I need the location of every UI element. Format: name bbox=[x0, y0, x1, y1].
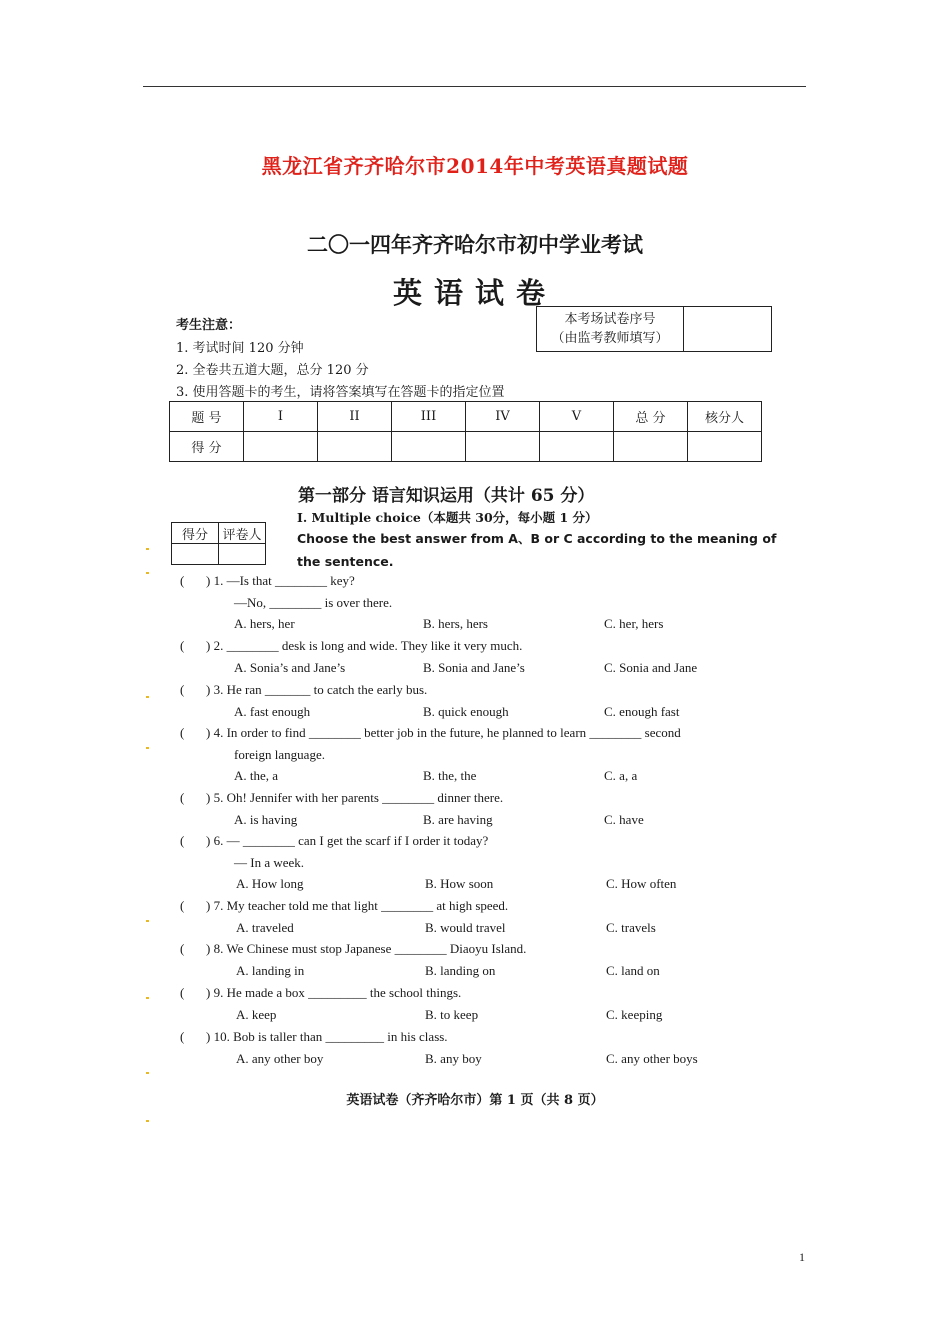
option-b: B. hers, hers bbox=[423, 616, 488, 631]
score-table-header: III bbox=[392, 402, 466, 432]
score-cell bbox=[688, 432, 762, 462]
score-cell bbox=[466, 432, 540, 462]
grader-score-label: 得分 bbox=[172, 523, 219, 544]
notice-item: 1. 考试时间 120 分钟 bbox=[176, 341, 304, 356]
option-c: C. a, a bbox=[604, 768, 638, 783]
question-stem: ) 6. — ________ can I get the scarf if I order it today? bbox=[206, 833, 489, 848]
grader-name-label: 评卷人 bbox=[219, 523, 266, 544]
page-number: 1 bbox=[799, 1250, 805, 1264]
score-cell bbox=[392, 432, 466, 462]
paper-title: 英语试卷 bbox=[392, 276, 557, 310]
question-stem: ) 4. In order to find ________ better job in the future, he planned to learn ________ second bbox=[206, 725, 681, 740]
option-c: C. have bbox=[604, 811, 644, 827]
option-a: A. fast enough bbox=[234, 703, 311, 719]
option-a: A. landing in bbox=[236, 962, 305, 978]
option-c: C. any other boys bbox=[606, 1050, 698, 1066]
option-b: B. to keep bbox=[425, 1006, 479, 1022]
answer-paren: ( bbox=[180, 573, 185, 588]
question-stem: ) 10. Bob is taller than _________ in his class. bbox=[206, 1029, 448, 1044]
option-a: A. is having bbox=[234, 811, 298, 827]
option-a: A. keep bbox=[236, 1006, 277, 1022]
option-a: A. Sonia’s and Jane’s bbox=[234, 659, 346, 675]
option-b: B. would travel bbox=[425, 919, 506, 935]
score-cell bbox=[614, 432, 688, 462]
answer-paren: ( bbox=[180, 1029, 185, 1044]
option-c: C. keeping bbox=[606, 1006, 663, 1022]
question-stem: ) 1. —Is that ________ key? bbox=[206, 573, 355, 588]
option-c: C. Sonia and Jane bbox=[604, 659, 698, 675]
question-stem-continued: — In a week. bbox=[234, 854, 305, 870]
option-b: B. the, the bbox=[423, 768, 477, 783]
answer-paren: ( bbox=[180, 638, 185, 653]
margin-dot bbox=[146, 997, 149, 999]
option-b: B. Sonia and Jane’s bbox=[423, 659, 525, 675]
margin-dot bbox=[146, 920, 149, 922]
question-stem: ) 8. We Chinese must stop Japanese ________ Diaoyu Island. bbox=[206, 941, 527, 956]
answer-paren: ( bbox=[180, 790, 185, 805]
notice-heading: 考生注意： bbox=[176, 318, 242, 333]
question-stem-continued: —No, ________ is over there. bbox=[234, 594, 393, 610]
option-c: C. enough fast bbox=[604, 703, 680, 719]
answer-paren: ( bbox=[180, 898, 185, 913]
notice-item: 3. 使用答题卡的考生，请将答案填写在答题卡的指定位置 bbox=[176, 385, 505, 400]
option-c: C. How often bbox=[606, 876, 677, 891]
score-row-label: 得 分 bbox=[170, 432, 244, 462]
serial-label-line2: （由监考教师填写） bbox=[551, 331, 669, 346]
score-table-header: I bbox=[244, 402, 318, 432]
document-title: 黑龙江省齐齐哈尔市2014年中考英语真题试题 bbox=[261, 154, 689, 178]
serial-label bbox=[537, 307, 684, 351]
grader-table bbox=[171, 522, 266, 565]
question-stem: ) 7. My teacher told me that light ________ at high speed. bbox=[206, 898, 509, 913]
score-table-header: V bbox=[540, 402, 614, 432]
score-table-header: IV bbox=[466, 402, 540, 432]
option-b: B. landing on bbox=[425, 962, 496, 978]
option-a: A. hers, her bbox=[234, 616, 295, 631]
margin-dot bbox=[146, 548, 149, 550]
section-instruction: Choose the best answer from A、B or C according to the meaning of the sentence. bbox=[297, 531, 777, 569]
option-a: A. traveled bbox=[236, 919, 294, 935]
score-table bbox=[169, 401, 762, 462]
part-one-title: 第一部分 语言知识运用（共计 65 分） bbox=[298, 486, 595, 506]
score-cell bbox=[244, 432, 318, 462]
score-table-header: 总 分 bbox=[614, 402, 688, 432]
serial-blank bbox=[684, 307, 771, 351]
margin-dot bbox=[146, 572, 149, 574]
margin-dot bbox=[146, 747, 149, 749]
margin-dot bbox=[146, 696, 149, 698]
option-a: A. the, a bbox=[234, 768, 279, 783]
answer-paren: ( bbox=[180, 941, 185, 956]
score-table-header-row bbox=[170, 402, 762, 432]
question-stem-continued: foreign language. bbox=[234, 746, 325, 762]
page-footer: 英语试卷（齐齐哈尔市）第 1 页（共 8 页） bbox=[346, 1093, 604, 1108]
grader-score-cell bbox=[172, 544, 219, 565]
option-c: C. travels bbox=[606, 919, 656, 935]
grader-name-cell bbox=[219, 544, 266, 565]
option-c: C. land on bbox=[606, 962, 660, 978]
exam-title: 二〇一四年齐齐哈尔市初中学业考试 bbox=[307, 232, 643, 257]
margin-dot bbox=[146, 1120, 149, 1122]
score-table-header: II bbox=[318, 402, 392, 432]
question-stem: ) 2. ________ desk is long and wide. They like it very much. bbox=[206, 638, 523, 653]
option-b: B. How soon bbox=[425, 876, 494, 891]
option-c: C. her, hers bbox=[604, 616, 664, 631]
margin-dot bbox=[146, 1072, 149, 1074]
notice-item: 2. 全卷共五道大题，总分 120 分 bbox=[176, 363, 369, 378]
section-heading: I. Multiple choice（本题共 30分，每小题 1 分） bbox=[297, 510, 598, 525]
answer-paren: ( bbox=[180, 985, 185, 1000]
option-b: B. quick enough bbox=[423, 703, 509, 719]
score-table-header: 核分人 bbox=[688, 402, 762, 432]
option-b: B. are having bbox=[423, 811, 493, 827]
answer-paren: ( bbox=[180, 682, 185, 697]
serial-label-line1: 本考场试卷序号 bbox=[564, 312, 656, 327]
answer-paren: ( bbox=[180, 833, 185, 848]
option-b: B. any boy bbox=[425, 1050, 482, 1066]
option-a: A. How long bbox=[236, 876, 304, 891]
score-table-score-row bbox=[170, 432, 762, 462]
score-cell bbox=[318, 432, 392, 462]
score-cell bbox=[540, 432, 614, 462]
score-table-header: 题 号 bbox=[170, 402, 244, 432]
question-stem: ) 9. He made a box _________ the school things. bbox=[206, 985, 462, 1000]
serial-number-box bbox=[536, 306, 772, 352]
answer-paren: ( bbox=[180, 725, 185, 740]
question-stem: ) 3. He ran _______ to catch the early bus. bbox=[206, 682, 428, 697]
option-a: A. any other boy bbox=[236, 1050, 324, 1066]
question-stem: ) 5. Oh! Jennifer with her parents ________ dinner there. bbox=[206, 790, 504, 805]
